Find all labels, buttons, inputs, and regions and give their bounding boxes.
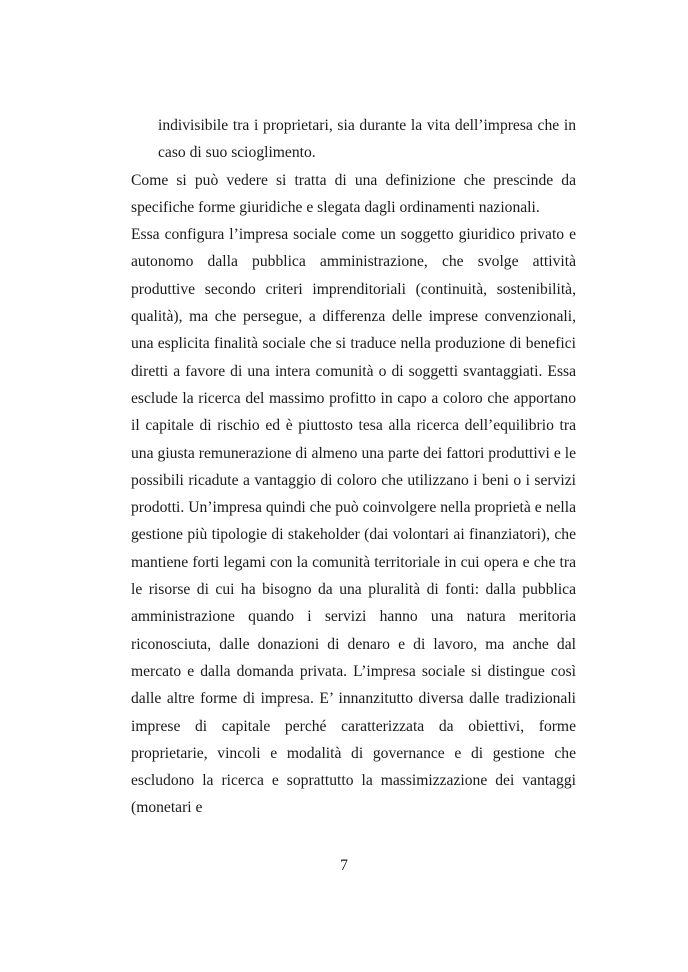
- quote-continuation: indivisibile tra i proprietari, sia durante la vita dell’impresa che in caso di suo scioglimento.: [158, 117, 576, 162]
- paragraph-2: Essa configura l’impresa sociale come un soggetto giuridico privato e autonomo dalla pubblica amministrazione, che svolge attività produttive secondo criteri imprenditoriali (continuità, sostenibilità, qualità), ma che persegue, a differenza delle imprese convenzionali, una esplicita finalità sociale che si traduce nella produzione di benefici diretti a favore di una intera comunità o di soggetti svantaggiati. Essa esclude la ricerca del massimo profitto in capo a coloro che apportano il capitale di rischio ed è piuttosto tesa alla ricerca dell’equilibrio tra una giusta remunerazione di almeno una parte dei fattori produttivi e le possibili ricadute a vantaggio di coloro che utilizzano i beni o i servizi prodotti. Un’impresa quindi che può coinvolgere nella proprietà e nella gestione più tipologie di stakeholder (dai volontari ai finanziatori), che mantiene forti legami con la comunità territoriale in cui opera e che tra le risorse di cui ha bisogno da una pluralità di fonti: dalla pubblica amministrazione quando i servizi hanno una natura meritoria riconosciuta, dalle donazioni di denaro e di lavoro, ma anche dal mercato e dalla domanda privata. L’impresa sociale si distingue così dalle altre forme di impresa. E’ innanzitutto diversa dalle tradizionali imprese di capitale perché caratterizzata da obiettivi, forme proprietarie, vincoli e modalità di governance e di gestione che escludono la ricerca e soprattutto la massimizzazione dei vantaggi (monetari e: [131, 226, 576, 817]
- body-text: [131, 112, 576, 822]
- paragraph-1: Come si può vedere si tratta di una definizione che prescinde da specifiche forme giuridiche e slegata dagli ordinamenti nazionali.: [131, 171, 576, 216]
- page-number: 7: [340, 857, 348, 874]
